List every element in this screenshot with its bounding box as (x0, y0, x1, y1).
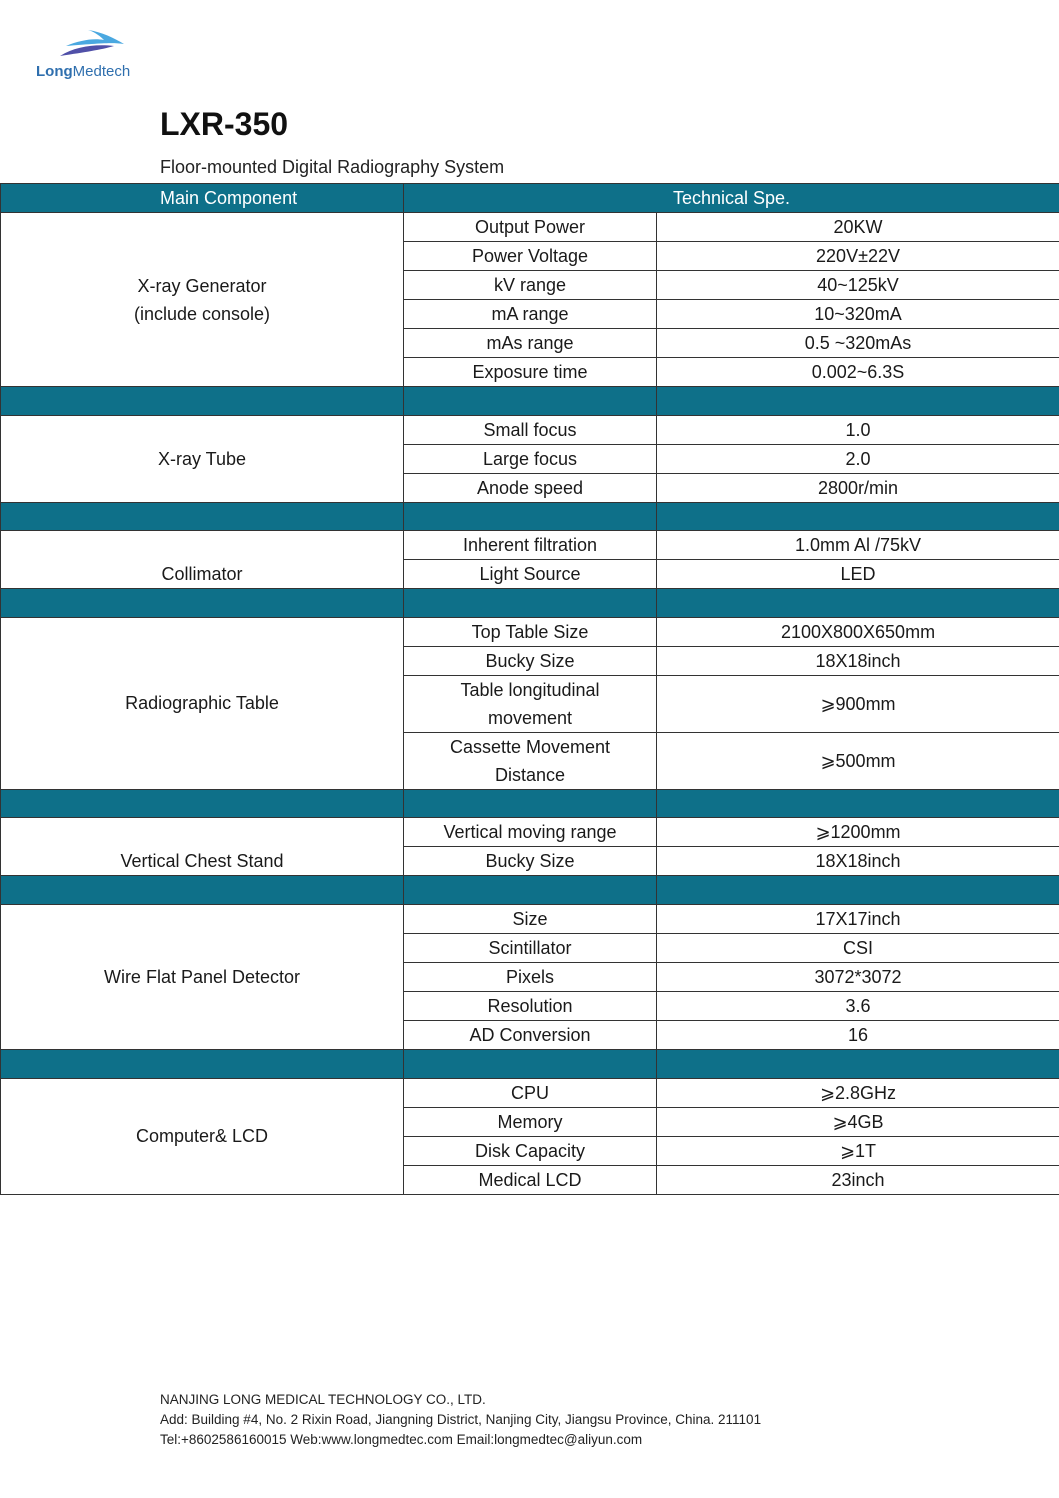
separator-row (1, 789, 1059, 818)
spec-value: 20KW (657, 213, 1059, 242)
separator-row (1, 387, 1059, 416)
separator-row (1, 876, 1059, 905)
table-row (1, 213, 1059, 242)
footer (160, 1390, 761, 1450)
spec-name: Bucky Size (404, 847, 657, 876)
spec-name: Table longitudinal movement (404, 675, 657, 732)
spec-value: 40~125kV (657, 271, 1059, 300)
spec-name: Size (404, 904, 657, 933)
spec-name: Exposure time (404, 358, 657, 387)
spec-value: 17X17inch (657, 904, 1059, 933)
spec-value: 2100X800X650mm (657, 617, 1059, 646)
spec-name: mAs range (404, 329, 657, 358)
spec-name: Pixels (404, 962, 657, 991)
logo-wordmark: LongMedtech (36, 63, 131, 80)
separator-row (1, 1049, 1059, 1078)
spec-table (0, 183, 1059, 1195)
spec-value: 10~320mA (657, 300, 1059, 329)
spec-value: ⩾900mm (657, 675, 1059, 732)
component-radiographic-table: Radiographic Table (1, 617, 404, 789)
separator-row (1, 589, 1059, 618)
component-collimator: Collimator (1, 531, 404, 589)
component-vertical-chest-stand: Vertical Chest Stand (1, 818, 404, 876)
footer-company: NANJING LONG MEDICAL TECHNOLOGY CO., LTD. (160, 1392, 486, 1407)
spec-value: 3072*3072 (657, 962, 1059, 991)
spec-value: 23inch (657, 1165, 1059, 1194)
component-computer-lcd: Computer& LCD (1, 1078, 404, 1194)
table-header-row (1, 184, 1059, 213)
table-row (1, 531, 1059, 560)
spec-name: Anode speed (404, 473, 657, 502)
spec-value: ⩾4GB (657, 1107, 1059, 1136)
spec-name: mA range (404, 300, 657, 329)
company-logo (34, 28, 154, 84)
spec-name: Top Table Size (404, 617, 657, 646)
footer-address: Add: Building #4, No. 2 Rixin Road, Jiangning District, Nanjing City, Jiangsu Province, China. 211101 (160, 1412, 762, 1427)
spec-value: ⩾1200mm (657, 818, 1059, 847)
spec-value: 2.0 (657, 444, 1059, 473)
spec-name: Medical LCD (404, 1165, 657, 1194)
header-technical-spec: Technical Spe. (404, 184, 1059, 213)
spec-name: Inherent filtration (404, 531, 657, 560)
spec-name: Cassette Movement Distance (404, 732, 657, 789)
spec-name: Output Power (404, 213, 657, 242)
table-row (1, 904, 1059, 933)
product-title: LXR-350 (160, 106, 289, 142)
spec-value: 18X18inch (657, 646, 1059, 675)
spec-name: Large focus (404, 444, 657, 473)
header-main-component: Main Component (1, 184, 404, 213)
table-row (1, 415, 1059, 444)
spec-name: Resolution (404, 991, 657, 1020)
spec-name: Small focus (404, 415, 657, 444)
component-xray-generator: X-ray Generator (include console) (1, 213, 404, 387)
spec-value: ⩾500mm (657, 732, 1059, 789)
component-flat-panel-detector: Wire Flat Panel Detector (1, 904, 404, 1049)
table-row (1, 1078, 1059, 1107)
spec-name: Power Voltage (404, 242, 657, 271)
spec-name: Scintillator (404, 933, 657, 962)
component-xray-tube: X-ray Tube (1, 415, 404, 502)
separator-row (1, 502, 1059, 531)
spec-name: Light Source (404, 560, 657, 589)
spec-value: 16 (657, 1020, 1059, 1049)
bird-logo-icon (58, 28, 128, 62)
spec-value: 220V±22V (657, 242, 1059, 271)
spec-name: kV range (404, 271, 657, 300)
spec-name: CPU (404, 1078, 657, 1107)
spec-value: 18X18inch (657, 847, 1059, 876)
spec-value: 1.0 (657, 415, 1059, 444)
spec-value: 0.5 ~320mAs (657, 329, 1059, 358)
spec-value: CSI (657, 933, 1059, 962)
table-row (1, 818, 1059, 847)
spec-name: Disk Capacity (404, 1136, 657, 1165)
spec-name: AD Conversion (404, 1020, 657, 1049)
spec-name: Vertical moving range (404, 818, 657, 847)
footer-contact: Tel:+8602586160015 Web:www.longmedtec.com Email:longmedtec@aliyun.com (160, 1432, 643, 1447)
spec-value: 2800r/min (657, 473, 1059, 502)
spec-value: 3.6 (657, 991, 1059, 1020)
table-row (1, 617, 1059, 646)
spec-value: LED (657, 560, 1059, 589)
spec-name: Bucky Size (404, 646, 657, 675)
spec-value: ⩾2.8GHz (657, 1078, 1059, 1107)
product-subtitle: Floor-mounted Digital Radiography System (160, 157, 505, 177)
spec-value: 0.002~6.3S (657, 358, 1059, 387)
spec-name: Memory (404, 1107, 657, 1136)
spec-value: ⩾1T (657, 1136, 1059, 1165)
spec-value: 1.0mm Al /75kV (657, 531, 1059, 560)
